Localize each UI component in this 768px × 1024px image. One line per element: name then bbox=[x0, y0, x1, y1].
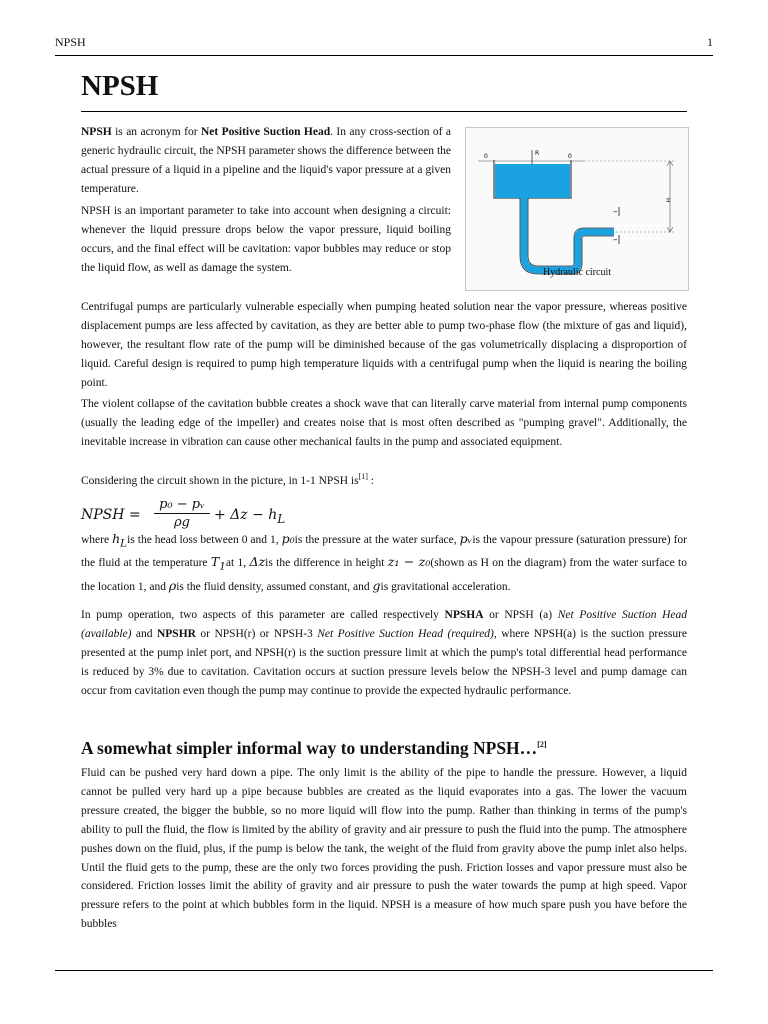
footer-rule bbox=[55, 970, 713, 971]
formula-numerator: p₀ − pᵥ bbox=[159, 497, 205, 512]
section-heading bbox=[81, 738, 547, 759]
title-rule bbox=[81, 111, 687, 112]
label-marker-2: –| bbox=[613, 235, 621, 245]
informal-paragraph: Fluid can be pushed very hard down a pipe. The only limit is the ability of the pipe to handle the pressure. However, a liquid cannot be pulled very hard up a pipe because bubbles are created as the liquid evaporates into a gas. The lower the vacuum pressure created, the bigger the bubble, so no more liquid will flow into the pump. Rather than thinking in terms of the pump's ability to pull the fluid, the flow is limited by the ability of gravity and air pressure to push the fluid into the pump. The atmosphere pushes down on the fluid, plus, if the pump is below the tank, the weight of the fluid from gravity above the pump inlet also helps. Until the fluid gets to the pump, these are the only two forces providing the push. Friction losses and vapor pressure must also be considered. Friction losses limit the ability of gravity and air pressure to push the water towards the pump at high speed. Vapor pressure refers to the point at which bubbles form in the liquid. NPSH is a measure of how much spare push you have before the bubbles bbox=[81, 767, 687, 931]
math-delta-z: Δz bbox=[249, 554, 266, 570]
pump-text-5: , where NPSH(a) is the suction pressure presented at the pump inlet port, and NPSH(r) is the suction pressure limit at which the pump's total differential head performance is reduced by 3% due to cavitation. Cavitation occurs at suction pressure levels below the NPSH-3 level and pump damage can occur from cavitation even though the pump may continue to provide the expected hydraulic performance. bbox=[81, 627, 687, 697]
considering-text: Considering the circuit shown in the picture, in 1-1 NPSH is bbox=[81, 475, 359, 487]
math-z-diff: z₁ − z₀ bbox=[387, 554, 431, 570]
math-T1 bbox=[210, 554, 226, 573]
hydraulic-circuit-figure bbox=[465, 127, 689, 291]
centrifugal-paragraph: Centrifugal pumps are particularly vulnerable especially when pumping heated solution near the vapor pressure, whereas positive displacement pumps are less affected by cavitation, as they are better able to pump two-phase flow (the mixture of gas and liquid), however, the resultant flow rate of the pump will be diminished because of the gas volumetrically displacing a disproportion of liquid. Careful design is required to pump high temperature liquids with a centrifugal pump when the liquid is nearing the boiling point. bbox=[81, 301, 687, 389]
where-text-8: is the fluid density, assumed constant, and bbox=[176, 580, 373, 593]
considering-paragraph bbox=[81, 472, 687, 491]
fraction-bar bbox=[154, 513, 210, 514]
term-net-positive-suction-head: Net Positive Suction Head bbox=[200, 126, 331, 138]
pump-text-1: In pump operation, two aspects of this parameter are called respectively bbox=[81, 609, 445, 621]
term-npsha-italic: Net Positive Suction Head (available) bbox=[81, 609, 688, 640]
pump-text-2: or NPSH (a) bbox=[483, 609, 558, 621]
formula-rest-text: + Δz − h bbox=[214, 507, 278, 523]
pump-operation-paragraph bbox=[81, 606, 687, 701]
label-height: H bbox=[664, 198, 671, 203]
label-marker-1: –| bbox=[613, 207, 621, 217]
where-text-4: is the vapour pressure (saturation pressure) for the fluid at the temperature bbox=[81, 534, 687, 570]
math-g: g bbox=[372, 577, 381, 593]
intro-text-2: . In any cross-section of a generic hydraulic circuit, the NPSH parameter shows the difference between the actual pressure of a liquid in a pipeline and the liquid's vapor pressure at a given temperature. bbox=[81, 126, 452, 195]
formula-fraction bbox=[154, 497, 210, 530]
label-top: R bbox=[535, 150, 540, 157]
pump-text-3: and bbox=[131, 627, 157, 640]
running-title: NPSH bbox=[55, 35, 86, 49]
design-paragraph: NPSH is an important parameter to take into account when designing a circuit: whenever the liquid pressure drops below the vapor pressure, liquid boiling occurs, and the final effect will be cavitation: vapor bubbles may reduce or stop the liquid flow, as well as damage the system. bbox=[81, 205, 451, 274]
math-T: T bbox=[210, 554, 220, 570]
formula-denominator: ρg bbox=[174, 515, 190, 530]
math-pv: pᵥ bbox=[459, 531, 473, 546]
intro-text-1: is an acronym for bbox=[111, 126, 201, 138]
formula-rest-sub: L bbox=[277, 511, 286, 526]
where-paragraph bbox=[81, 530, 687, 597]
term-npsh: NPSH bbox=[81, 126, 112, 138]
math-rho: ρ bbox=[168, 577, 177, 593]
where-text-7: (shown as H on the diagram) from the water surface to the location 1, and bbox=[81, 557, 687, 593]
math-hL bbox=[112, 531, 128, 550]
pump-text-4: or NPSH(r) or NPSH-3 bbox=[195, 627, 318, 640]
running-header bbox=[55, 35, 713, 51]
math-h: h bbox=[112, 531, 121, 546]
reference-1-link[interactable]: [1] bbox=[358, 472, 368, 482]
header-rule bbox=[55, 55, 713, 56]
formula-lhs: NPSH = bbox=[81, 507, 141, 523]
page-number: 1 bbox=[707, 35, 713, 49]
page-title: NPSH bbox=[81, 70, 159, 102]
label-p0-right: 0 bbox=[568, 153, 572, 160]
section-heading-text: A somewhat simpler informal way to understanding NPSH… bbox=[81, 738, 538, 758]
where-text-3: is the pressure at the water surface, bbox=[294, 534, 460, 546]
term-npsha: NPSHA bbox=[444, 609, 484, 621]
term-npshr: NPSHR bbox=[156, 627, 196, 640]
where-text-2: is the head loss between 0 and 1, bbox=[127, 534, 282, 546]
where-text-1: where bbox=[81, 534, 113, 546]
where-text-6: is the difference in height bbox=[265, 557, 388, 570]
cavitation-paragraph: The violent collapse of the cavitation bubble creates a shock wave that can literally carve material from internal pump components (usually the leading edge of the impeller) and creates noise that is most often described as "pumping gravel". Additionally, the inevitable increase in vibration can cause other mechanical faults in the pump and associated equipment. bbox=[81, 398, 687, 448]
term-npshr-italic: Net Positive Suction Head (required) bbox=[317, 627, 494, 640]
considering-colon: : bbox=[367, 475, 374, 487]
figure-caption: Hydraulic circuit bbox=[542, 267, 612, 278]
label-p0-left: 0 bbox=[484, 153, 488, 160]
math-T-sub: 1 bbox=[219, 560, 226, 573]
intro-paragraph bbox=[81, 123, 451, 199]
math-p0: p₀ bbox=[281, 531, 295, 546]
formula-rest bbox=[214, 507, 285, 526]
hydraulic-circuit-diagram bbox=[466, 128, 688, 290]
reference-2-link[interactable]: [2] bbox=[537, 740, 547, 750]
where-text-5: at 1, bbox=[225, 557, 250, 570]
where-text-9: is gravitational acceleration. bbox=[380, 580, 511, 593]
math-h-sub: L bbox=[120, 537, 128, 550]
